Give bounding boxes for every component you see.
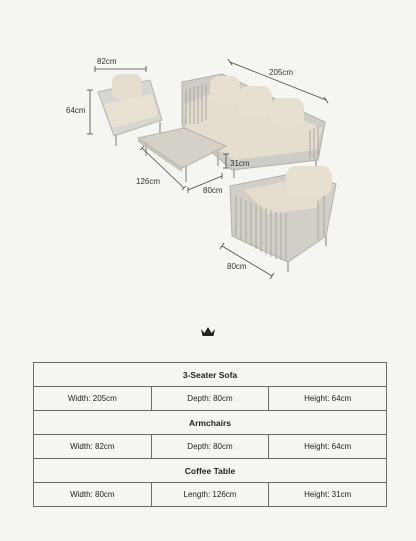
dim-table-length: 126cm (136, 177, 161, 186)
table-height-cell: Height: 31cm (269, 483, 387, 507)
sofa-depth-cell: Depth: 80cm (151, 387, 269, 411)
armchair-front (230, 166, 336, 272)
table-row (34, 483, 387, 507)
section-header-row (34, 459, 387, 483)
dim-sofa-width: 205cm (269, 68, 294, 77)
armchair-depth-cell: Depth: 80cm (151, 435, 269, 459)
armchair-width-cell: Width: 82cm (34, 435, 152, 459)
section-title-sofa: 3-Seater Sofa (34, 363, 387, 387)
section-header-row (34, 363, 387, 387)
sofa-height-cell: Height: 64cm (269, 387, 387, 411)
dim-armchair-width: 82cm (97, 57, 117, 66)
sofa-width-cell: Width: 205cm (34, 387, 152, 411)
dim-armchair-height: 64cm (66, 106, 86, 115)
dim-table-height: 31cm (230, 159, 250, 168)
dim-front-chair-width: 80cm (227, 262, 247, 271)
section-header-row (34, 411, 387, 435)
spec-table (33, 362, 387, 507)
table-width-cell: Width: 80cm (34, 483, 152, 507)
dim-table-width: 80cm (203, 186, 223, 195)
section-title-coffee-table: Coffee Table (34, 459, 387, 483)
table-length-cell: Length: 126cm (151, 483, 269, 507)
crown-icon (200, 326, 216, 338)
sofa (182, 74, 325, 178)
section-title-armchairs: Armchairs (34, 411, 387, 435)
armchair-height-cell: Height: 64cm (269, 435, 387, 459)
table-row (34, 435, 387, 459)
table-row (34, 387, 387, 411)
